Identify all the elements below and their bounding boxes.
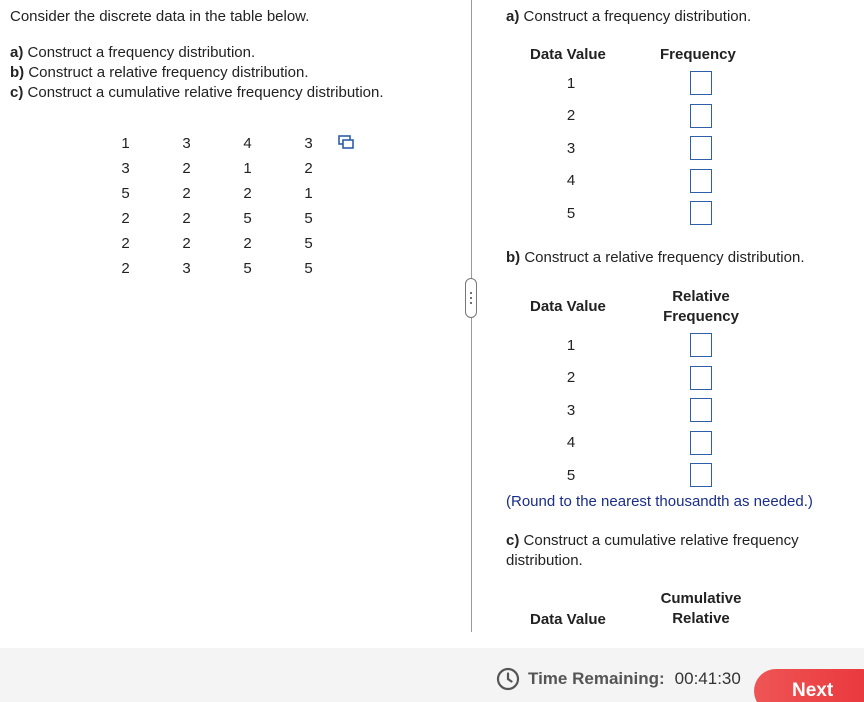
part-b-value-5: 5 [566, 467, 576, 484]
part-b-col-data-value: Data Value [530, 298, 606, 315]
question-b: b) Construct a relative frequency distribution. [10, 64, 309, 81]
part-b-value-1: 1 [566, 337, 576, 354]
part-b-col-relative-frequency: Relative Frequency [663, 288, 739, 325]
part-a-col-frequency: Frequency [660, 46, 736, 63]
part-b-title: b) Construct a relative frequency distribution. [506, 249, 805, 266]
answer-pane [472, 0, 864, 632]
relative-frequency-input-4[interactable] [690, 431, 712, 455]
next-button[interactable]: Next [754, 669, 864, 702]
part-a-value-1: 1 [566, 75, 576, 92]
frequency-input-2[interactable] [690, 104, 712, 128]
relative-frequency-input-3[interactable] [690, 398, 712, 422]
relative-frequency-input-2[interactable] [690, 366, 712, 390]
frequency-input-5[interactable] [690, 201, 712, 225]
part-a-col-data-value: Data Value [530, 46, 606, 63]
part-a-value-5: 5 [566, 205, 576, 222]
frequency-input-1[interactable] [690, 71, 712, 95]
copy-icon[interactable] [338, 135, 354, 149]
part-a-title: a) Construct a frequency distribution. [506, 8, 752, 25]
time-remaining-label: Time Remaining: [528, 669, 665, 688]
table-row: 2 3 5 5 [121, 260, 313, 277]
part-c-title: c) Construct a cumulative relative frequency distribution. [506, 532, 799, 569]
part-c-col-data-value: Data Value [530, 611, 606, 628]
question-a: a) Construct a frequency distribution. [10, 44, 256, 61]
frequency-input-4[interactable] [690, 169, 712, 193]
part-a-value-3: 3 [566, 140, 576, 157]
frequency-input-3[interactable] [690, 136, 712, 160]
clock-icon [496, 667, 520, 691]
table-row: 2 2 5 5 [121, 210, 313, 227]
relative-frequency-input-5[interactable] [690, 463, 712, 487]
time-remaining-value: 00:41:30 [674, 669, 741, 688]
part-a-value-4: 4 [566, 172, 576, 189]
time-remaining [496, 667, 741, 691]
part-b-value-4: 4 [566, 434, 576, 451]
table-row: 2 2 2 5 [121, 235, 313, 252]
part-b-value-2: 2 [566, 369, 576, 386]
data-table [95, 131, 339, 281]
question-list [10, 43, 384, 103]
rounding-note: (Round to the nearest thousandth as needed.) [506, 493, 813, 510]
relative-frequency-input-1[interactable] [690, 333, 712, 357]
table-row: 3 2 1 2 [121, 160, 313, 177]
part-a-value-2: 2 [566, 107, 576, 124]
table-row: 1 3 4 3 [121, 135, 313, 152]
table-row: 5 2 2 1 [121, 185, 313, 202]
intro-text: Consider the discrete data in the table below. [10, 8, 310, 25]
question-c: c) Construct a cumulative relative frequency distribution. [10, 84, 384, 101]
part-c-col-cumulative-relative: Cumulative Relative [660, 590, 742, 627]
question-pane [0, 0, 471, 632]
part-b-value-3: 3 [566, 402, 576, 419]
